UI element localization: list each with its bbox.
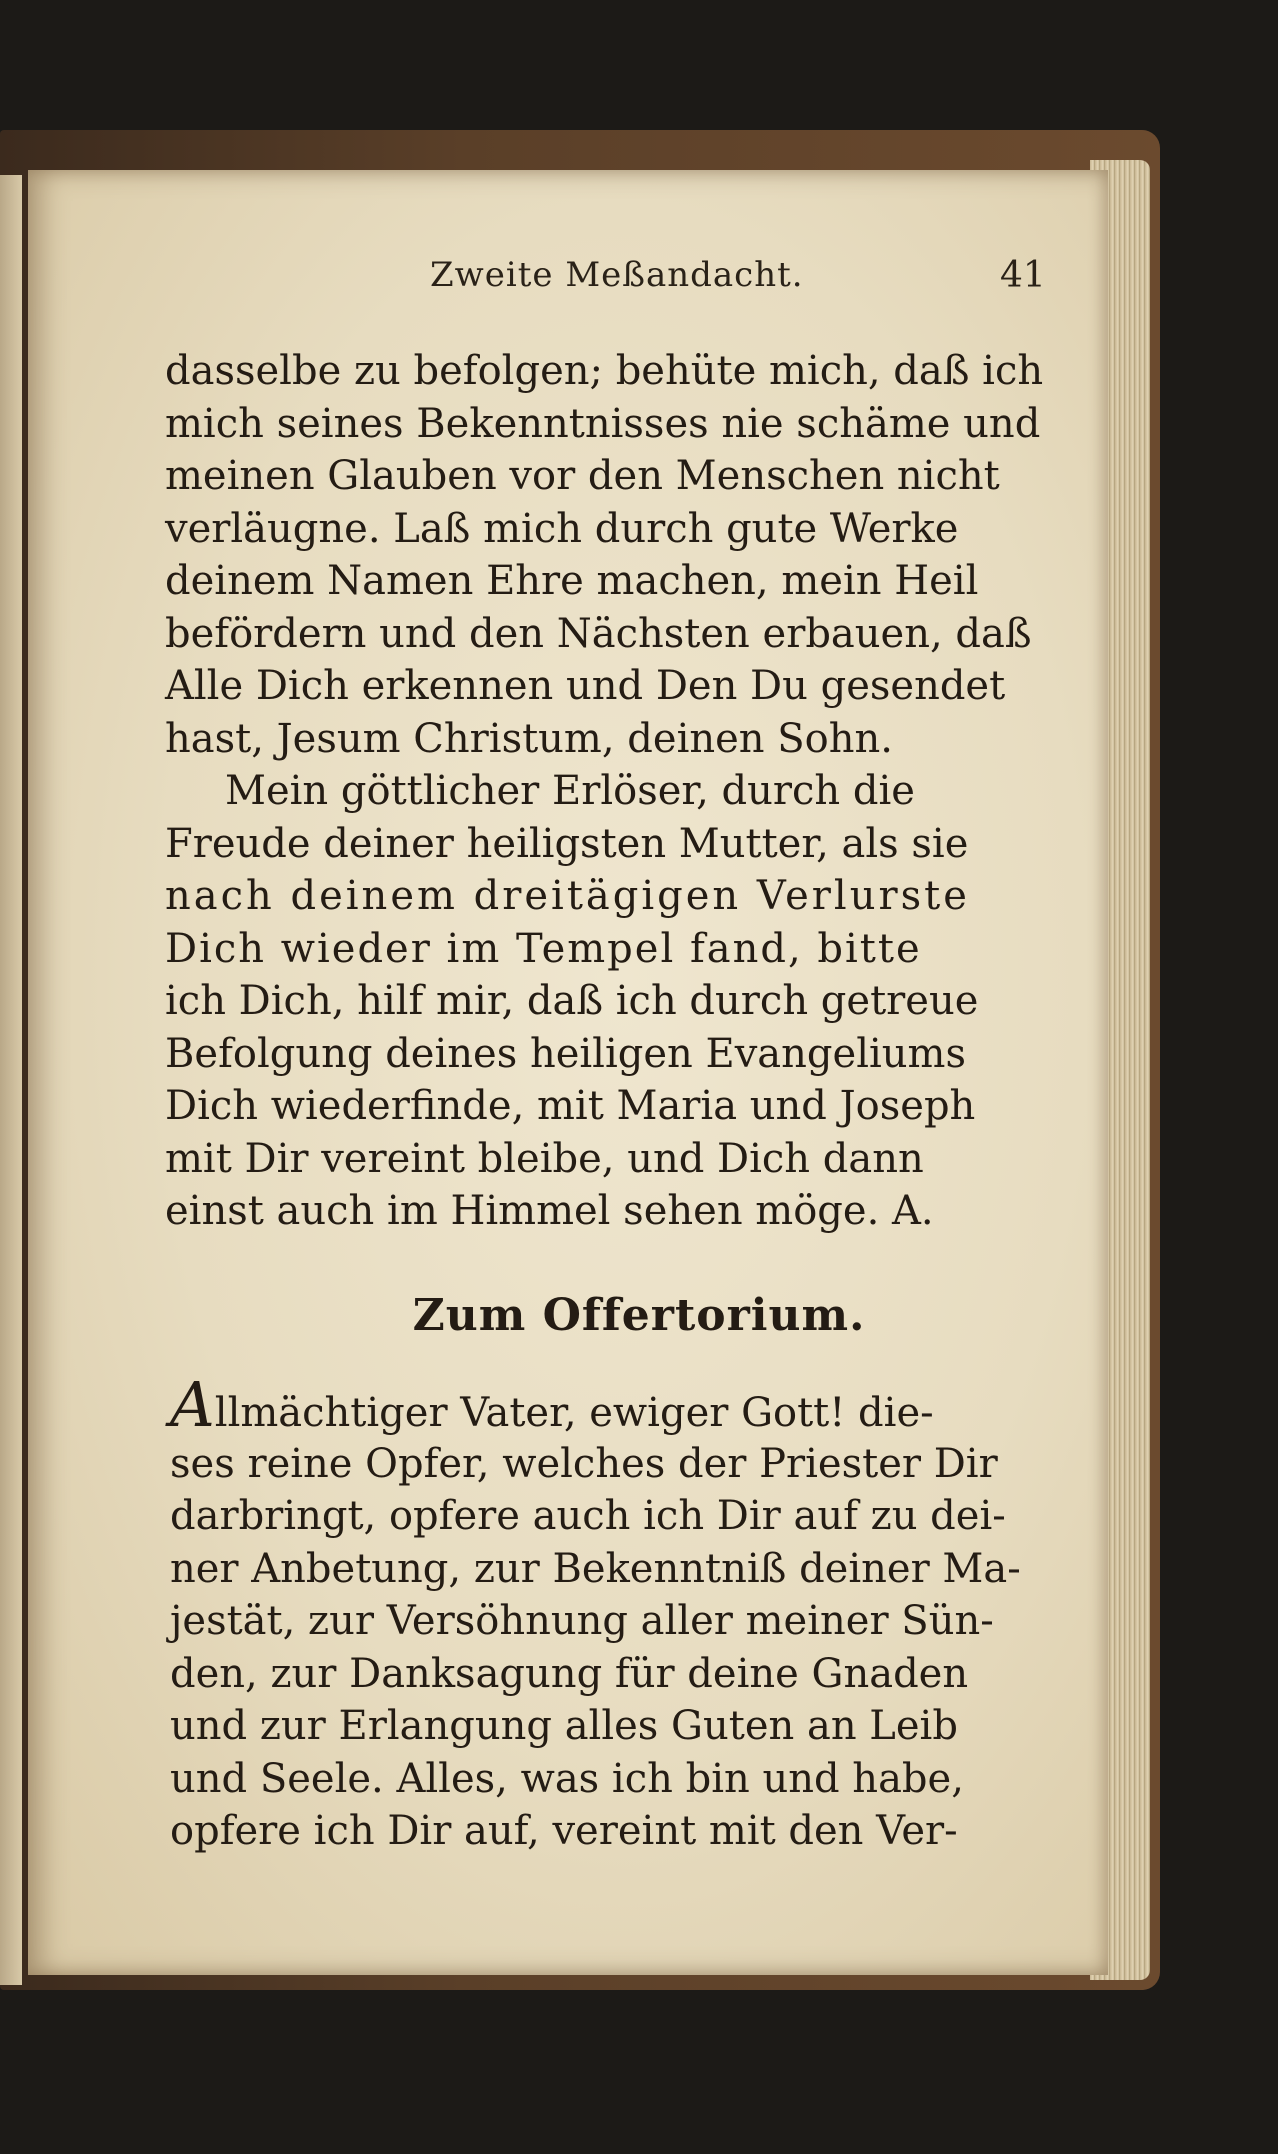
- page-header: [0, 255, 1278, 305]
- text-line: Freude deiner heiligsten Mutter, als sie: [165, 820, 969, 867]
- text-line: befördern und den Nächsten erbauen, daß: [165, 610, 1032, 657]
- text-line: Mein göttlicher Erlöser, durch die: [225, 768, 915, 814]
- body-text-lower: [170, 1368, 1050, 1858]
- text-line: und Seele. Alles, was ich bin und habe,: [170, 1755, 964, 1802]
- text-line: einst auch im Himmel sehen möge. A.: [165, 1188, 934, 1234]
- section-heading: Zum Offertorium.: [412, 1290, 866, 1341]
- running-title: Zweite Meßandacht.: [430, 255, 804, 295]
- text-line: meinen Glauben vor den Menschen nicht: [165, 453, 1000, 499]
- text-line: nach deinem dreitägigen Verlurste: [165, 873, 970, 919]
- text-line: verläugne. Laß mich durch gute Werke: [165, 505, 959, 552]
- text-line: hast, Jesum Christum, deinen Sohn.: [165, 715, 893, 762]
- text-line: dasselbe zu befolgen; behüte mich, daß ich: [165, 348, 1044, 394]
- body-text-upper: [165, 345, 1045, 1238]
- text-line: den, zur Danksagung für deine Gnaden: [170, 1650, 969, 1697]
- text-line: mit Dir vereint bleibe, und Dich dann: [165, 1135, 924, 1182]
- text-line: deinem Namen Ehre machen, mein Heil: [165, 558, 979, 604]
- left-page-edge: [0, 175, 22, 1985]
- page-number: 41: [1000, 255, 1046, 296]
- drop-cap: A: [170, 1368, 215, 1441]
- text-line: Dich wieder im Tempel fand, bitte: [165, 925, 922, 972]
- text-line: Alle Dich erkennen und Den Du gesendet: [165, 663, 1006, 709]
- text-line: ner Anbetung, zur Bekenntniß deiner Ma-: [170, 1545, 1021, 1592]
- text-line: darbringt, opfere auch ich Dir auf zu dei-: [170, 1493, 1006, 1539]
- text-line: jestät, zur Versöhnung aller meiner Sün-: [170, 1598, 994, 1644]
- text-line: Dich wiederfinde, mit Maria und Joseph: [165, 1083, 976, 1129]
- text-line: ses reine Opfer, welches der Priester Dir: [170, 1440, 998, 1487]
- text-line: ich Dich, hilf mir, daß ich durch getreue: [165, 978, 979, 1024]
- text-line: opfere ich Dir auf, vereint mit den Ver-: [170, 1808, 958, 1854]
- text-line-rest: llmächtiger Vater, ewiger Gott! die-: [214, 1390, 934, 1436]
- text-line: mich seines Bekenntnisses nie schäme und: [165, 400, 1041, 447]
- text-line: und zur Erlangung alles Guten an Leib: [170, 1703, 958, 1749]
- text-line: Befolgung deines heiligen Evangeliums: [165, 1030, 966, 1077]
- text-line: [170, 1368, 1050, 1441]
